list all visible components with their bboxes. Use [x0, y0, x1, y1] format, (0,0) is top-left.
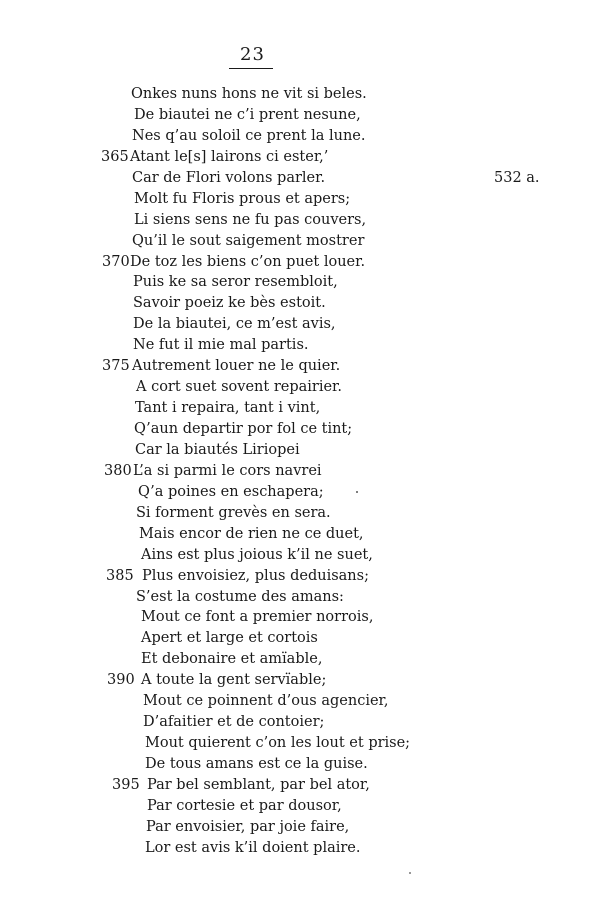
- verse-text: A cort suet sovent repairier.: [136, 379, 342, 396]
- poem-line: [0, 84, 609, 105]
- poem-line: [0, 147, 609, 168]
- verse-text: Car de Flori volons parler.: [132, 169, 326, 186]
- manuscript-folio-note: 532 a.: [494, 169, 540, 186]
- page-number: 23: [240, 44, 265, 65]
- poem-line: [0, 398, 609, 419]
- verse-text: Ains est plus joious k’il ne suet,: [141, 546, 373, 563]
- verse-text: Par bel semblant, par bel ator,: [147, 776, 370, 793]
- poem-line: [0, 733, 609, 754]
- verse-text: Lor est avis k’il doient plaire.: [145, 839, 361, 856]
- verse-text: Si forment grevès en sera.: [136, 504, 331, 521]
- poem-line: [0, 189, 609, 210]
- verse-text: L’a si parmi le cors navrei: [133, 462, 322, 479]
- verse-text: Savoir poeiz ke bès estoit.: [133, 295, 326, 312]
- verse-text: Apert et large et cortois: [141, 630, 318, 647]
- verse-text: Qu’il le sout saigement mostrer: [132, 232, 365, 249]
- poem-line: [0, 607, 609, 628]
- poem-line: [0, 775, 609, 796]
- poem-line: [0, 566, 609, 587]
- verse-text: A toute la gent servïable;: [141, 672, 327, 689]
- verse-text: Tant i repaira, tant i vint,: [135, 400, 321, 417]
- verse-number: 375: [102, 358, 130, 375]
- verse-text: Plus envoisiez, plus deduisans;: [142, 567, 369, 584]
- verse-number: 390: [107, 672, 135, 689]
- poem-line: [0, 649, 609, 670]
- poem-line: [0, 482, 609, 503]
- poem-line: [0, 440, 609, 461]
- poem-line: [0, 817, 609, 838]
- poem-line: [0, 524, 609, 545]
- verse-text: Puis ke sa seror resembloit,: [133, 274, 338, 291]
- verse-text: Onkes nuns hons ne vit si beles.: [131, 86, 367, 102]
- verse-text: Car la biautés Liriopei: [135, 441, 300, 458]
- verse-text: Mout ce font a premier norrois,: [141, 609, 374, 626]
- poem-line: [0, 587, 609, 608]
- ink-speck: [409, 872, 411, 874]
- verse-number: 380: [104, 462, 132, 479]
- verse-text: Mout quierent c’on les lout et prise;: [145, 735, 411, 752]
- verse-text: Autrement louer ne le quier.: [132, 358, 341, 375]
- poem-line: [0, 754, 609, 775]
- verse-text: Nes q’au soloil ce prent la lune.: [132, 127, 366, 144]
- poem-line: [0, 314, 609, 335]
- poem-line: [0, 231, 609, 252]
- verse-number: 365: [101, 148, 129, 165]
- verse-text: De tous amans est ce la guise.: [145, 756, 368, 772]
- verse-text: De toz les biens c’on puet louer.: [130, 253, 366, 270]
- poem-line: [0, 545, 609, 566]
- verse-text: Li siens sens ne fu pas couvers,: [134, 211, 367, 228]
- verse-text: S’est la costume des amans:: [136, 588, 344, 605]
- poem-line: [0, 252, 609, 273]
- verse-text: Atant le[s] lairons ci ester,’: [130, 148, 329, 165]
- verse-text: De la biautei, ce m’est avis,: [133, 316, 336, 333]
- verse-number: 370: [102, 253, 130, 270]
- poem-line: [0, 210, 609, 231]
- verse-text: De biautei ne c’i prent nesune,: [134, 106, 361, 123]
- verse-text: Molt fu Floris prous et apers;: [134, 190, 351, 207]
- poem-line: [0, 293, 609, 314]
- verse-text: Mout ce poinnent d’ous agencier,: [143, 693, 389, 710]
- poem-line: [0, 419, 609, 440]
- verse-number: 385: [106, 567, 134, 584]
- poem-line: [0, 272, 609, 293]
- poem-line: [0, 356, 609, 377]
- poem-line: [0, 691, 609, 712]
- poem-line: [0, 377, 609, 398]
- ink-speck: [356, 491, 358, 493]
- verse-text: Ne fut il mie mal partis.: [133, 337, 309, 354]
- poem-line: [0, 335, 609, 356]
- poem-line: [0, 126, 609, 147]
- poem-line: [0, 838, 609, 859]
- poem-line: [0, 628, 609, 649]
- poem-line: [0, 670, 609, 691]
- poem-line: [0, 796, 609, 817]
- poem-line: [0, 168, 609, 189]
- verse-text: Par envoisier, par joie faire,: [146, 818, 350, 835]
- poem-line: [0, 712, 609, 733]
- verse-text: Et debonaire et amïable,: [141, 651, 323, 668]
- verse-number: 395: [112, 776, 140, 793]
- poem-line: [0, 105, 609, 126]
- poem-line: [0, 461, 609, 482]
- verse-text: Q’a poines en eschapera;: [138, 483, 324, 500]
- poem-line: [0, 503, 609, 524]
- verse-text: D’afaitier et de contoier;: [143, 714, 325, 731]
- page-number-rule: [229, 68, 273, 69]
- verse-text: Par cortesie et par dousor,: [147, 797, 342, 814]
- verse-text: Mais encor de rien ne ce duet,: [139, 525, 364, 542]
- verse-text: Q’aun departir por fol ce tint;: [134, 421, 353, 437]
- poem-body: [0, 84, 609, 859]
